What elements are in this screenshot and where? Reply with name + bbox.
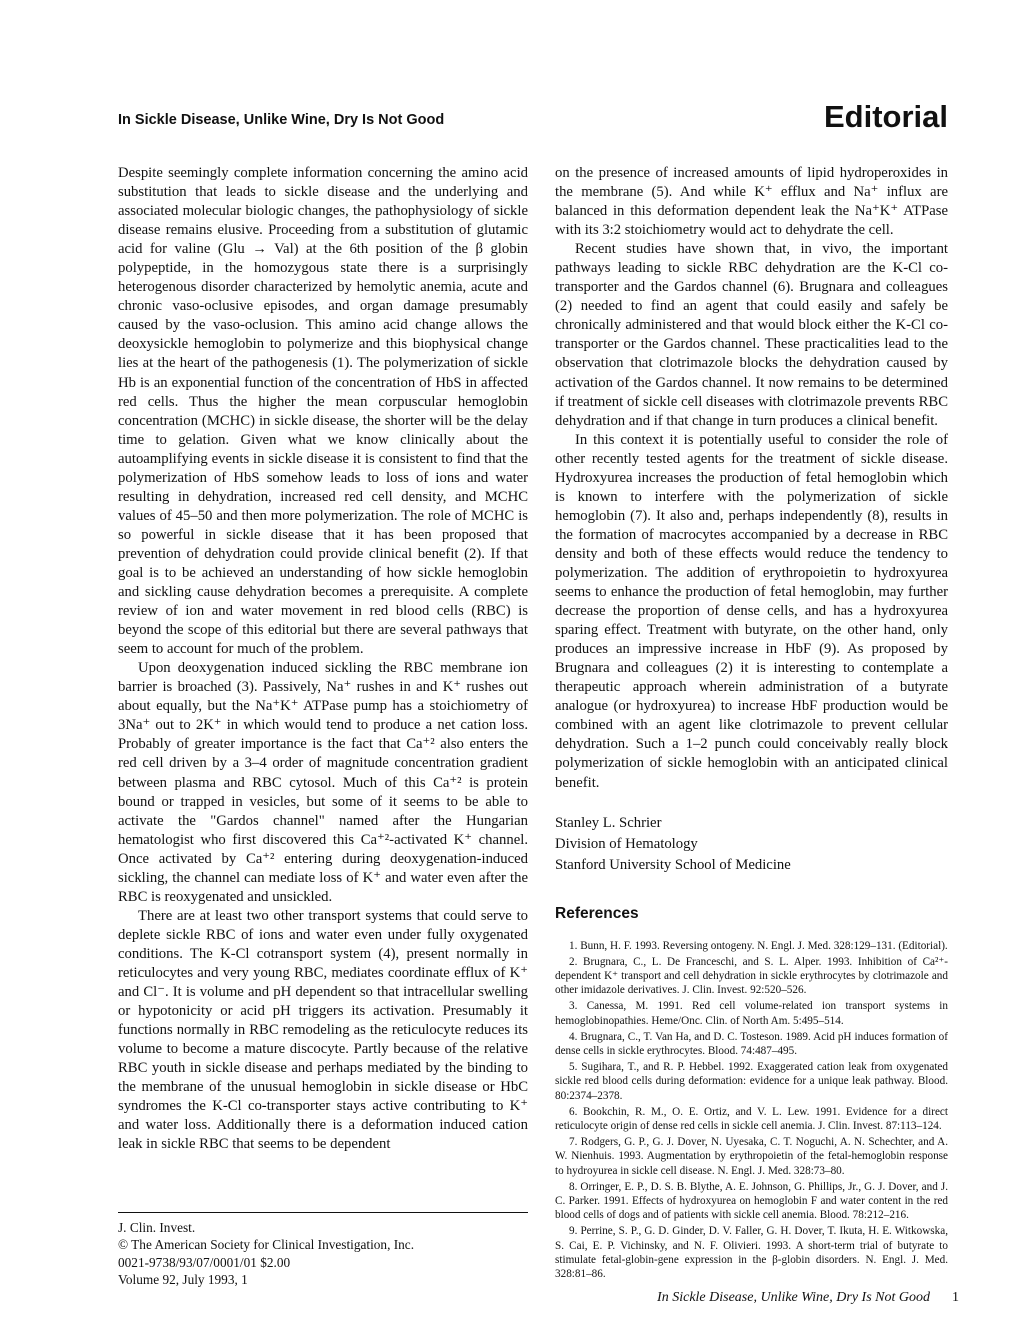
issn-line: 0021-9738/93/07/0001/01 $2.00 bbox=[118, 1254, 291, 1270]
paragraph: Despite seemingly complete information concerning the amino acid substitution that leads to sickle disease and the underlying and associated molecular biologic changes, the pathophysiology of sickle disease remains elusive. Proceeding from a substitution of glutamic acid for valine (Glu → Val) at the 6th position of the β globin polypeptide, in the homozygous state there is a surprisingly heterogenous disorder characterized by hemolytic anemia, acute and chronic vaso-oclusive episodes, and organ damage presumably caused by the vaso-oclusion. This amino acid change allows the deoxysickle hemoglobin to polymerize and this biophysical change lies at the heart of the pathogenesis (1). The polymerization of sickle Hb is an exponential function of the concentration of HbS in affected red cells. Thus the higher the mean corpuscular hemoglobin concentration (MCHC) in sickle disease, the shorter will be the delay time to gelation. Given what we know clinically about the autoamplifying events in sickle disease it is consistent to find that the polymerization of HbS somehow leads to loss of ions and water resulting in dehydration, increased red cell density, and MCHC values of 45–50 and then more polymerization. The role of MCHC is so powerful in sickle disease that it has been proposed that prevention of dehydration could provide clinical benefit (2). If that goal is to be achieved an understanding of how sickle hemoglobin and sickling cause dehydration becomes a prerequisite. A complete review of ion and water movement in red blood cells (RBC) is beyond the scope of this editorial but there are several pathways that seem to account for much of the problem. bbox=[118, 165, 528, 658]
page-number: 1 bbox=[952, 1290, 959, 1305]
references-heading: References bbox=[555, 904, 639, 922]
reference-item: 9. Perrine, S. P., G. D. Ginder, D. V. Faller, G. H. Dover, T. Ikuta, H. E. Witkowska, S. Cai, E. P. Vichinsky, and N. F. Olivieri. 1993. A short-term trial of butyrate to stimulate fetal-globin-gene expression in the β-globin disorders. N. Engl. J. Med. 328:81–86. bbox=[555, 1225, 948, 1281]
copyright-line: © The American Society for Clinical Investigation, Inc. bbox=[118, 1237, 415, 1253]
references-list bbox=[555, 939, 948, 1282]
reference-item: 5. Sugihara, T., and R. P. Hebbel. 1992. Exaggerated cation leak from oxygenated sickle red blood cells during deformation: evidence for a unique leak pathway. Blood. 80:2374–2378. bbox=[555, 1061, 948, 1102]
paragraph: There are at least two other transport systems that could serve to deplete sickle RBC of ions and water even under fully oxygenated conditions. The K-Cl cotransport system (4), present normally in reticulocytes and very young RBC, mediates coordinate efflux of K⁺ and Cl⁻. It is volume and pH dependent so that intracellular swelling or hypotonicity or acid pH triggers its activation. Presumably it functions normally in RBC remodeling as the reticulocyte reduces its volume to become a mature discocyte. Partly because of the relative RBC youth in sickle disease and perhaps mediated by the binding to the membrane of the unusual hemoglobin in sickle disease or HbC syndromes the K-Cl co-transporter stays active contributing to K⁺ and water loss. Additionally there is a deformation induced cation leak in sickle RBC that seems to be dependent bbox=[118, 907, 528, 1153]
author-division: Division of Hematology bbox=[555, 835, 698, 852]
left-column bbox=[118, 164, 528, 1154]
paragraph: In this context it is potentially useful to consider the role of other recently tested agents for the treatment of sickle disease. Hydroxyurea increases the production of fetal hemoglobin which is known to interfere with the polymerization of sickle hemoglobin (7). It also and, perhaps independently (8), results in the formation of macrocytes accompanied by a decrease in RBC density and both of these effects would reduce the tendency to polymerization. The addition of erythropoietin to hydroxyurea seems to enhance the production of fetal hemoglobin, may further decrease the proportion of dense cells, and has a hydroxyurea sparing effect. Treatment with butyrate, on the other hand, only produces an impressive increase in HbF (9). As proposed by Brugnara and colleagues (2) it is interesting to contemplate a therapeutic approach wherein administration of a butyrate analogue (or hydroxyurea) to increase HbF production would be combined with an agent like clotrimazole to prevent cellular dehydration. Such a 1–2 punch could conceivably really block polymerization of sickle hemoglobin with an anticipated clinical benefit. bbox=[555, 431, 948, 791]
author-signature bbox=[555, 813, 948, 876]
reference-item: 6. Bookchin, R. M., O. E. Ortiz, and V. L. Lew. 1991. Evidence for a direct reticulocyte origin of dense red cells in sickle cell anemia. J. Clin. Invest. 87:113–124. bbox=[555, 1105, 948, 1133]
volume-line: Volume 92, July 1993, 1 bbox=[118, 1272, 248, 1288]
page-footer bbox=[555, 1290, 959, 1306]
author-name: Stanley L. Schrier bbox=[555, 814, 662, 831]
publication-footnote bbox=[118, 1212, 528, 1289]
journal-name: J. Clin. Invest. bbox=[118, 1220, 196, 1235]
reference-item: 7. Rodgers, G. P., G. J. Dover, N. Uyesaka, C. T. Noguchi, A. N. Schechter, and A. W. Nienhuis. 1993. Augmentation by erythropoietin of the fetal-hemoglobin response to hydroyurea in sickle cell disease. N. Engl. J. Med. 328:73–80. bbox=[555, 1136, 948, 1177]
article-title: In Sickle Disease, Unlike Wine, Dry Is Not Good bbox=[118, 112, 445, 128]
author-institution: Stanford University School of Medicine bbox=[555, 856, 791, 873]
section-label: Editorial bbox=[823, 99, 948, 134]
reference-item: 2. Brugnara, C., L. De Franceschi, and S. L. Alper. 1993. Inhibition of Ca²⁺-dependent K⁺ transport and cell dehydration in sickle erythrocytes by clotrimazole and other imidazole derivatives. J. Clin. Invest. 92:520–526. bbox=[555, 955, 948, 997]
page-header bbox=[118, 96, 948, 132]
reference-item: 4. Brugnara, C., T. Van Ha, and D. C. Tosteson. 1989. Acid pH induces formation of dense cells in sickle erythrocytes. Blood. 74:487–495. bbox=[555, 1030, 948, 1058]
reference-item: 8. Orringer, E. P., D. S. B. Blythe, A. E. Johnson, G. Phillips, Jr., G. J. Dover, and J. C. Parker. 1991. Effects of hydroxyurea on hemoglobin F and water content in the red blood cells of dogs and of patients with sickle cell anemia. Blood. 78:212–216. bbox=[555, 1180, 948, 1222]
paragraph: on the presence of increased amounts of lipid hydroperoxides in the membrane (5). And while K⁺ efflux and Na⁺ influx are balanced in this deformation dependent leak the Na⁺K⁺ ATPase with its 3:2 stoichiometry would act to dehydrate the cell. bbox=[555, 165, 948, 239]
paragraph: Recent studies have shown that, in vivo, the important pathways leading to sickle RBC dehydration are the K-Cl co-transporter and the Gardos channel (6). Brugnara and colleagues (2) needed to find an agent that could easily and safely be chronically administered and that would block either the K-Cl co-transporter or the Gardos channel. These practicalities lead to the observation that clotrimazole blocks the dehydration caused by activation of the Gardos channel. It now remains to be determined if treatment of sickle cell diseases with clotrimazole prevents RBC dehydration and if that change in turn produces a clinical benefit. bbox=[555, 241, 948, 429]
right-column bbox=[555, 164, 948, 1283]
reference-item: 1. Bunn, H. F. 1993. Reversing ontogeny. N. Engl. J. Med. 328:129–131. (Editorial). bbox=[569, 939, 948, 952]
reference-item: 3. Canessa, M. 1991. Red cell volume-related ion transport systems in hemoglobinopathies. Heme/Onc. Clin. of North Am. 5:495–514. bbox=[555, 1000, 948, 1027]
running-title: In Sickle Disease, Unlike Wine, Dry Is Not Good bbox=[657, 1290, 930, 1305]
paragraph: Upon deoxygenation induced sickling the RBC membrane ion barrier is broached (3). Passively, Na⁺ rushes in and K⁺ rushes out about equally, but the Na⁺K⁺ ATPase pump has a stoichiometry of 3Na⁺ out to 2K⁺ in which would tend to produce a net cation loss. Probably of greater importance is the fact that Ca⁺² also enters the red cell driven by a 3–4 order of magnitude concentration gradient between plasma and RBC cytosol. Much of this Ca⁺² is protein bound or trapped in vesicles, but some of it seems to be able to activate the "Gardos channel" named after the Hungarian hematologist who first discovered this Ca⁺²-activated K⁺ channel. Once activated by Ca⁺² entering during deoxygenation-induced sickling, the channel can mediate loss of K⁺ and water even after the RBC is reoxygenated and unsickled. bbox=[118, 660, 528, 905]
